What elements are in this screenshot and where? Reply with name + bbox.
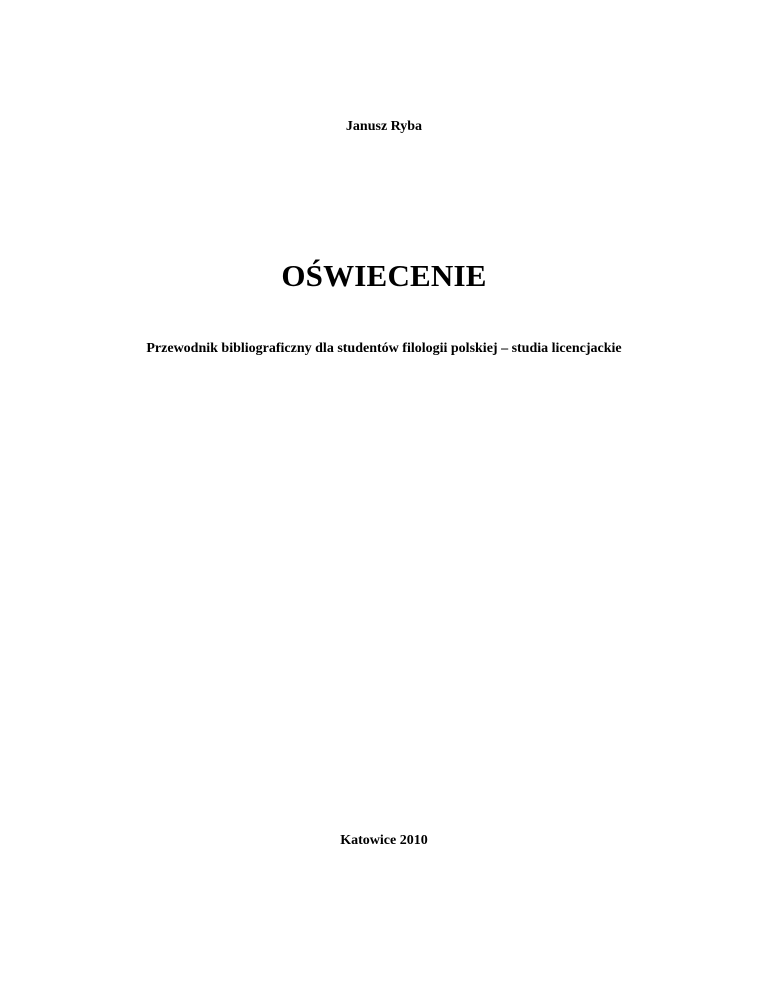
author-name: Janusz Ryba	[345, 119, 423, 134]
document-title: OŚWIECENIE	[281, 258, 487, 293]
document-subtitle: Przewodnik bibliograficzny dla studentów filologii polskiej – studia licencjackie	[146, 341, 622, 356]
publication-place-year: Katowice 2010	[340, 833, 428, 848]
